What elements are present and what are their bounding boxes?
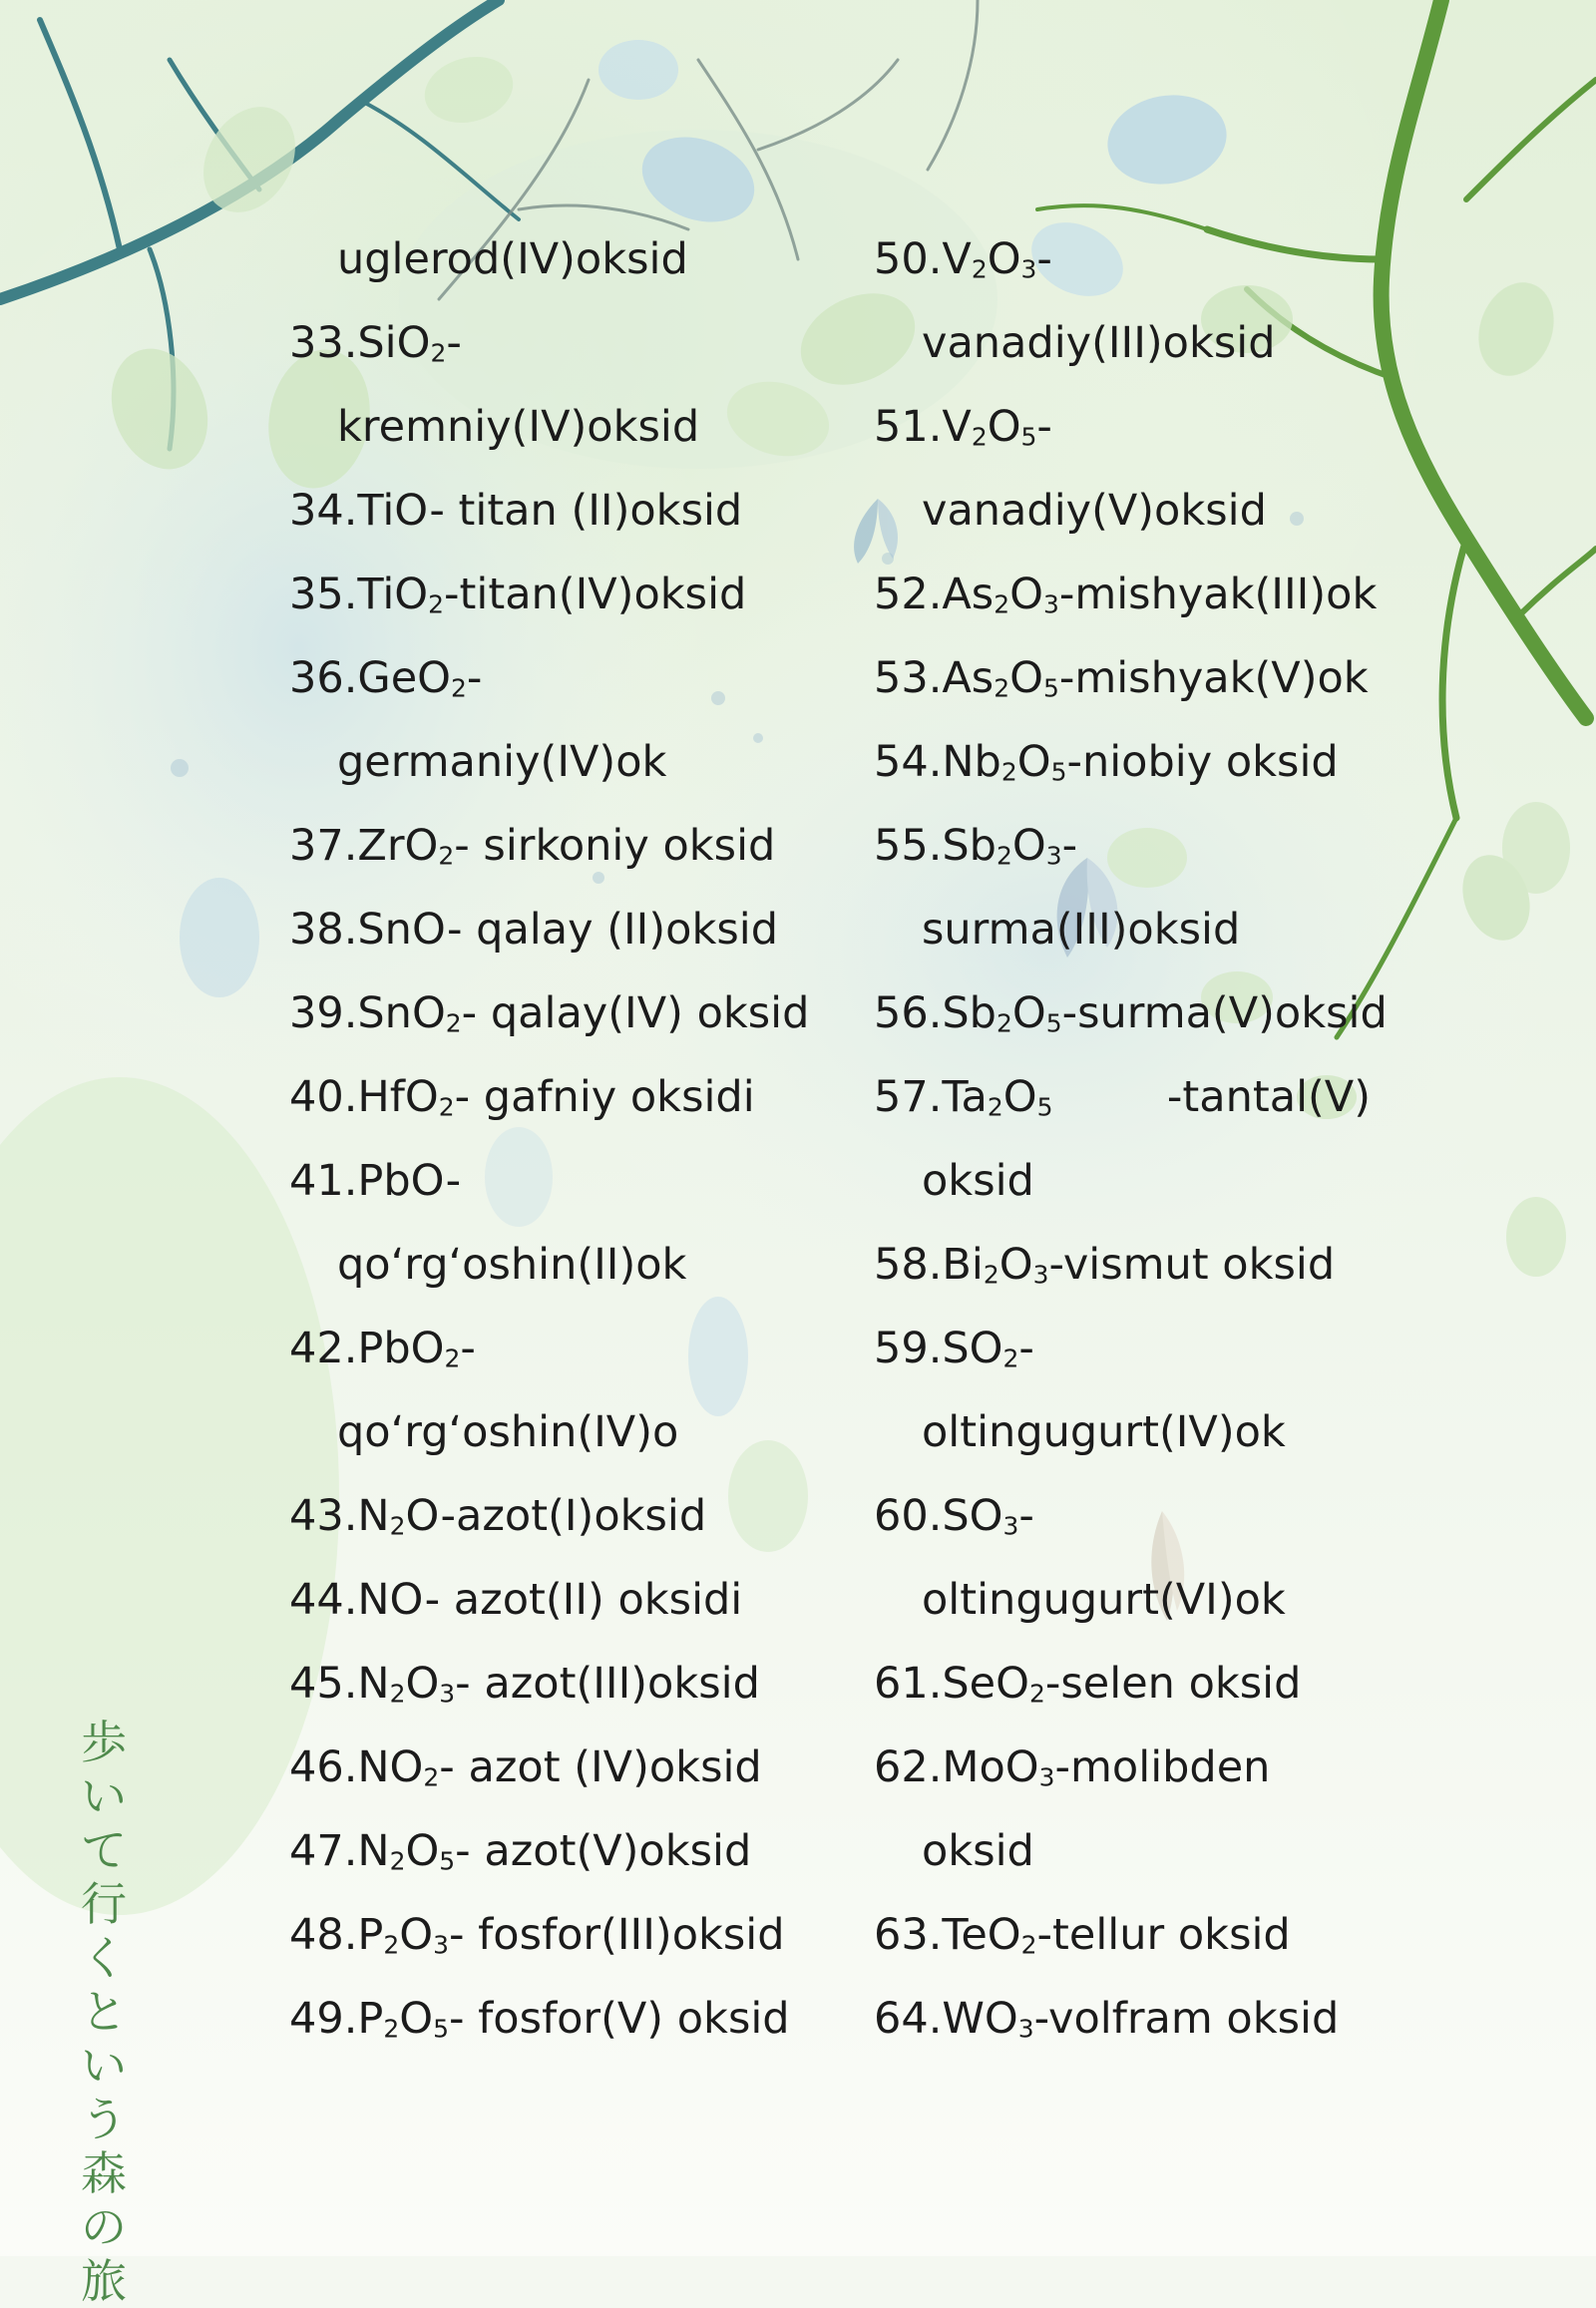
- item-formula: [942, 1474, 1034, 1558]
- item-number: 47.: [289, 1826, 358, 1876]
- item-formula: [942, 720, 1338, 804]
- item-formula: [942, 553, 1377, 636]
- item-formula: [357, 1558, 742, 1642]
- text-segment: - azot(V)oksid: [455, 1826, 752, 1876]
- text-segment: -tellur oksid: [1036, 1910, 1291, 1960]
- item-formula: [357, 301, 462, 385]
- list-item: [289, 1474, 848, 1558]
- list-item: [289, 804, 848, 888]
- item-formula: [357, 469, 742, 553]
- item-formula: [357, 1055, 754, 1139]
- text-segment: -: [466, 653, 483, 703]
- subscript: 2: [389, 1846, 406, 1876]
- text-segment: -mishyak(V)ok: [1058, 653, 1369, 703]
- left-column: [289, 217, 848, 2061]
- item-number: 63.: [874, 1910, 943, 1960]
- subscript: 2: [389, 1511, 406, 1541]
- text-segment: O: [1009, 653, 1043, 703]
- text-segment: - qalay(IV) oksid: [461, 988, 810, 1038]
- list-item: [289, 1977, 848, 2061]
- item-number: 38.: [289, 905, 358, 955]
- subscript: 5: [1020, 422, 1037, 452]
- text-segment: SeO: [942, 1659, 1029, 1709]
- item-number: 44.: [289, 1575, 358, 1625]
- text-segment: MoO: [942, 1742, 1039, 1792]
- text-segment: As: [942, 570, 995, 619]
- text-segment: -: [446, 318, 462, 368]
- item-formula: [357, 971, 809, 1055]
- list-item: [874, 1893, 1393, 1977]
- list-item: [874, 1223, 1393, 1307]
- subscript: 2: [389, 1679, 406, 1709]
- text-segment: GeO: [357, 653, 452, 703]
- subscript: 2: [994, 673, 1010, 703]
- text-segment: ZrO: [357, 821, 439, 871]
- item-formula: [357, 636, 482, 720]
- list-item-continuation: vanadiy(V)oksid: [922, 486, 1267, 536]
- item-number: 57.: [874, 1072, 943, 1122]
- subscript: 2: [383, 1930, 400, 1960]
- item-number: 59.: [874, 1324, 943, 1373]
- text-segment: Sb: [942, 821, 997, 871]
- list-item: [874, 553, 1393, 636]
- item-formula: [942, 1726, 1270, 1809]
- text-segment: - azot (IV)oksid: [439, 1742, 762, 1792]
- item-formula: [942, 636, 1368, 720]
- item-number: 37.: [289, 821, 358, 871]
- item-number: 39.: [289, 988, 358, 1038]
- text-segment: - fosfor(V) oksid: [448, 1994, 790, 2044]
- item-formula: [357, 1307, 475, 1390]
- text-segment: -: [1036, 234, 1052, 284]
- item-number: 60.: [874, 1491, 943, 1541]
- text-segment: N: [357, 1826, 390, 1876]
- item-number: 54.: [874, 737, 943, 787]
- text-segment: -molibden: [1054, 1742, 1271, 1792]
- subscript: 2: [430, 338, 447, 368]
- list-item: [874, 636, 1393, 720]
- text-segment: Bi: [942, 1240, 984, 1290]
- text-segment: As: [942, 653, 995, 703]
- item-formula: [357, 1139, 461, 1223]
- subscript: 3: [1042, 589, 1059, 619]
- list-item: [289, 888, 848, 971]
- vertical-char: い: [81, 1769, 127, 1823]
- subscript: 2: [383, 2014, 400, 2044]
- text-segment: O: [399, 1994, 434, 2044]
- list-item-continuation: germaniy(IV)ok: [337, 737, 667, 787]
- item-number: 64.: [874, 1994, 943, 2044]
- item-formula: [942, 217, 1052, 301]
- right-column: [874, 217, 1393, 2061]
- subscript: 2: [1000, 757, 1017, 787]
- text-segment: O: [405, 1826, 440, 1876]
- item-number: 42.: [289, 1324, 358, 1373]
- item-formula: [357, 1893, 784, 1977]
- item-number: 48.: [289, 1910, 358, 1960]
- text-segment: O: [1016, 737, 1051, 787]
- item-number: 36.: [289, 653, 358, 703]
- text-segment: O: [1011, 988, 1046, 1038]
- item-name-right: -tantal(V): [1166, 1072, 1371, 1122]
- list-item-continuation: surma(III)oksid: [922, 905, 1241, 955]
- text-segment: -volfram oksid: [1033, 1994, 1340, 2044]
- vertical-char: 歩: [81, 1716, 127, 1769]
- item-number: 40.: [289, 1072, 358, 1122]
- vertical-char: 行: [81, 1877, 127, 1931]
- subscript: 3: [1020, 254, 1037, 284]
- vertical-char: く: [81, 1931, 127, 1985]
- list-item: [289, 1809, 848, 1893]
- subscript: 2: [996, 841, 1012, 871]
- list-item: [874, 804, 1393, 888]
- item-number: 58.: [874, 1240, 943, 1290]
- text-segment: -: [1018, 1324, 1034, 1373]
- text-segment: NO: [357, 1742, 424, 1792]
- list-item: [289, 1558, 848, 1642]
- list-item-continuation: uglerod(IV)oksid: [337, 234, 688, 284]
- vertical-char: と: [81, 1985, 127, 2039]
- list-item: [874, 1055, 1393, 1139]
- text-segment: PbO-: [357, 1156, 462, 1206]
- item-number: 45.: [289, 1659, 358, 1709]
- text-segment: N: [357, 1491, 390, 1541]
- subscript: 5: [439, 1846, 456, 1876]
- vertical-char: の: [81, 2200, 127, 2254]
- text-segment: SO: [942, 1324, 1003, 1373]
- item-number: 46.: [289, 1742, 358, 1792]
- text-segment: SnO: [357, 988, 446, 1038]
- text-segment: O: [399, 1910, 434, 1960]
- vertical-char: 森: [81, 2146, 127, 2200]
- text-segment: -selen oksid: [1044, 1659, 1302, 1709]
- vertical-char: て: [81, 1823, 127, 1877]
- list-item: [289, 1055, 848, 1139]
- item-formula: [357, 1642, 760, 1726]
- list-item: [874, 1977, 1393, 2061]
- subscript: 2: [971, 422, 988, 452]
- list-item-continuation: qo‘rg‘oshin(II)ok: [337, 1240, 687, 1290]
- subscript: 2: [445, 1008, 462, 1038]
- text-segment: TeO: [942, 1910, 1021, 1960]
- text-segment: P: [357, 1910, 384, 1960]
- item-number: 34.: [289, 486, 358, 536]
- subscript: 3: [433, 1930, 449, 1960]
- list-item-continuation: oltingugurt(IV)ok: [922, 1407, 1286, 1457]
- item-formula: [357, 804, 775, 888]
- list-item: [289, 1307, 848, 1390]
- item-formula: [357, 1809, 751, 1893]
- item-number: 49.: [289, 1994, 358, 2044]
- text-segment: O: [987, 402, 1021, 452]
- subscript: 5: [1036, 1092, 1053, 1122]
- item-number: 43.: [289, 1491, 358, 1541]
- list-item: [289, 1642, 848, 1726]
- list-item: [874, 385, 1393, 469]
- subscript: 2: [428, 589, 445, 619]
- subscript: 3: [1038, 1762, 1055, 1792]
- subscript: 3: [1002, 1511, 1019, 1541]
- list-item-continuation: kremniy(IV)oksid: [337, 402, 700, 452]
- subscript: 5: [1042, 673, 1059, 703]
- text-segment: WO: [942, 1994, 1018, 2044]
- item-number: 50.: [874, 234, 943, 284]
- subscript: 5: [433, 2014, 449, 2044]
- list-item: [874, 1726, 1393, 1809]
- text-segment: HfO: [357, 1072, 439, 1122]
- text-segment: -niobiy oksid: [1066, 737, 1339, 787]
- text-segment: TiO: [357, 570, 429, 619]
- text-segment: -: [1036, 402, 1052, 452]
- list-item-continuation: oksid: [922, 1826, 1034, 1876]
- item-number: 35.: [289, 570, 358, 619]
- subscript: 2: [971, 254, 988, 284]
- subscript: 3: [1045, 841, 1062, 871]
- list-item: [289, 1893, 848, 1977]
- item-formula: [942, 1307, 1034, 1390]
- list-item: [289, 1139, 848, 1223]
- item-formula: [942, 1977, 1339, 2061]
- subscript: 3: [1017, 2014, 1034, 2044]
- item-formula: [942, 1642, 1301, 1726]
- text-segment: O: [1011, 821, 1046, 871]
- text-segment: O-azot(I)oksid: [405, 1491, 707, 1541]
- item-number: 33.: [289, 318, 358, 368]
- text-segment: PbO: [357, 1324, 445, 1373]
- list-item: [289, 553, 848, 636]
- text-segment: V: [942, 234, 972, 284]
- vertical-char: 旅: [81, 2254, 127, 2308]
- text-segment: -titan(IV)oksid: [444, 570, 747, 619]
- list-item: [289, 1726, 848, 1809]
- list-item-continuation: oksid: [922, 1156, 1034, 1206]
- list-item: [874, 1474, 1393, 1558]
- subscript: 2: [983, 1260, 999, 1290]
- item-number: 53.: [874, 653, 943, 703]
- list-item-continuation: oltingugurt(VI)ok: [922, 1575, 1286, 1625]
- subscript: 5: [1045, 1008, 1062, 1038]
- text-segment: O: [1002, 1072, 1037, 1122]
- item-formula: [357, 1474, 706, 1558]
- subscript: 2: [438, 1092, 455, 1122]
- subscript: 5: [1050, 757, 1067, 787]
- list-item: [289, 636, 848, 720]
- text-segment: V: [942, 402, 972, 452]
- item-number: 51.: [874, 402, 943, 452]
- text-segment: SO: [942, 1491, 1003, 1541]
- text-segment: SiO: [357, 318, 431, 368]
- item-formula: [357, 553, 746, 636]
- subscript: 2: [1029, 1679, 1045, 1709]
- text-segment: -: [460, 1324, 476, 1373]
- text-segment: Sb: [942, 988, 997, 1038]
- item-formula: [942, 385, 1052, 469]
- list-item-continuation: vanadiy(III)oksid: [922, 318, 1276, 368]
- list-item: [874, 217, 1393, 301]
- subscript: 2: [1002, 1344, 1019, 1373]
- item-formula: [942, 804, 1077, 888]
- list-item: [289, 469, 848, 553]
- item-formula: [942, 1223, 1335, 1307]
- subscript: 3: [439, 1679, 456, 1709]
- item-number: 52.: [874, 570, 943, 619]
- subscript: 2: [1020, 1930, 1037, 1960]
- vertical-char: う: [81, 2093, 127, 2146]
- text-segment: NO- azot(II) oksidi: [357, 1575, 743, 1625]
- subscript: 3: [1032, 1260, 1049, 1290]
- subscript: 2: [438, 841, 455, 871]
- text-segment: SnO- qalay (II)oksid: [357, 905, 778, 955]
- subscript: 2: [996, 1008, 1012, 1038]
- list-item: [289, 971, 848, 1055]
- text-segment: TiO- titan (II)oksid: [357, 486, 743, 536]
- text-segment: O: [998, 1240, 1033, 1290]
- text-segment: - gafniy oksidi: [454, 1072, 755, 1122]
- text-segment: O: [1009, 570, 1043, 619]
- text-segment: - azot(III)oksid: [455, 1659, 760, 1709]
- item-number: 61.: [874, 1659, 943, 1709]
- text-segment: Nb: [942, 737, 1001, 787]
- list-item: [874, 1307, 1393, 1390]
- item-formula: [357, 1977, 789, 2061]
- item-number: 62.: [874, 1742, 943, 1792]
- text-segment: Ta: [942, 1072, 988, 1122]
- text-segment: - sirkoniy oksid: [454, 821, 776, 871]
- text-segment: O: [987, 234, 1021, 284]
- subscript: 2: [994, 589, 1010, 619]
- subscript: 2: [423, 1762, 440, 1792]
- subscript: 2: [451, 673, 467, 703]
- item-number: 55.: [874, 821, 943, 871]
- text-segment: P: [357, 1994, 384, 2044]
- item-formula: [942, 1893, 1290, 1977]
- item-number: 56.: [874, 988, 943, 1038]
- list-item: [874, 1642, 1393, 1726]
- item-formula: [357, 888, 778, 971]
- vertical-char: い: [81, 2039, 127, 2093]
- vertical-japanese-caption: [76, 1716, 132, 2308]
- item-formula: [357, 1726, 761, 1809]
- text-segment: - fosfor(III)oksid: [448, 1910, 785, 1960]
- text-segment: -mishyak(III)ok: [1058, 570, 1378, 619]
- text-segment: -: [1061, 821, 1078, 871]
- list-item: [874, 720, 1393, 804]
- text-segment: O: [405, 1659, 440, 1709]
- text-segment: N: [357, 1659, 390, 1709]
- text-segment: -: [1018, 1491, 1034, 1541]
- item-formula: [942, 971, 1387, 1055]
- text-segment: -vismut oksid: [1048, 1240, 1336, 1290]
- item-formula: [942, 1055, 1052, 1139]
- list-item-continuation: qo‘rg‘oshin(IV)o: [337, 1407, 679, 1457]
- subscript: 2: [987, 1092, 1003, 1122]
- subscript: 2: [444, 1344, 461, 1373]
- list-item: [874, 971, 1393, 1055]
- list-item: [289, 301, 848, 385]
- text-segment: -surma(V)oksid: [1061, 988, 1388, 1038]
- item-number: 41.: [289, 1156, 358, 1206]
